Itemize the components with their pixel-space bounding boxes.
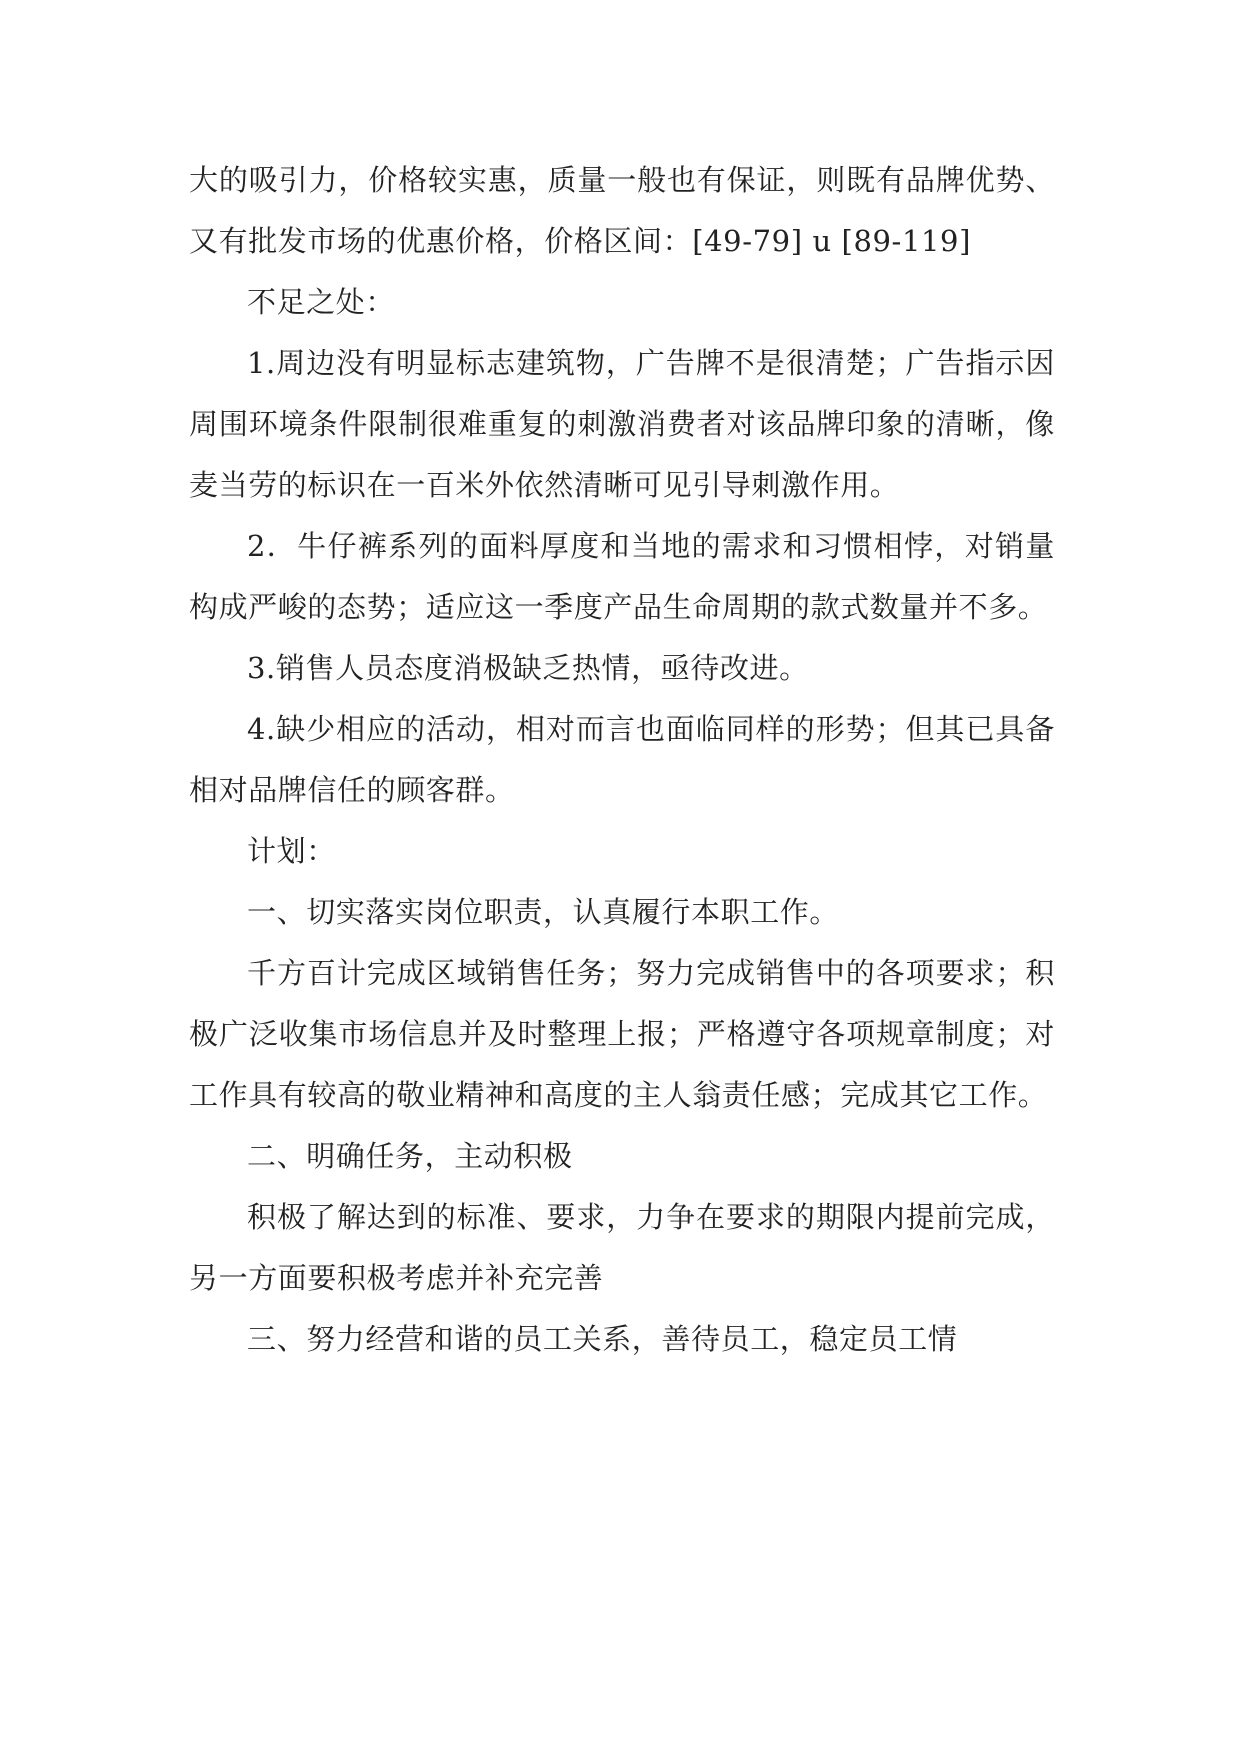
heading-shortcomings: 不足之处： <box>247 285 396 319</box>
paragraph-intro-continuation: 大的吸引力，价格较实惠，质量一般也有保证，则既有品牌优势、又有批发市场的优惠价格，价格区间：[49-79] u [89-119] <box>189 163 1055 258</box>
document-body <box>189 150 1055 1370</box>
paragraph-shortcoming-2: 2．牛仔裤系列的面料厚度和当地的需求和习惯相悖，对销量构成严峻的态势；适应这一季度产品生命周期的款式数量并不多。 <box>189 529 1055 624</box>
plan-item-3-heading: 三、努力经营和谐的员工关系，善待员工，稳定员工情 <box>247 1322 958 1356</box>
plan-item-2-heading: 二、明确任务，主动积极 <box>247 1139 573 1173</box>
plan-item-1-body: 千方百计完成区域销售任务；努力完成销售中的各项要求；积极广泛收集市场信息并及时整理上报；严格遵守各项规章制度；对工作具有较高的敬业精神和高度的主人翁责任感；完成其它工作。 <box>189 956 1055 1112</box>
plan-item-2-body: 积极了解达到的标准、要求，力争在要求的期限内提前完成，另一方面要积极考虑并补充完善 <box>189 1200 1055 1295</box>
heading-plan: 计划： <box>247 834 336 868</box>
paragraph-shortcoming-3: 3.销售人员态度消极缺乏热情，亟待改进。 <box>247 651 809 685</box>
paragraph-shortcoming-1: 1.周边没有明显标志建筑物，广告牌不是很清楚；广告指示因周围环境条件限制很难重复的刺激消费者对该品牌印象的清晰，像麦当劳的标识在一百米外依然清晰可见引导刺激作用。 <box>189 346 1055 502</box>
plan-item-1-heading: 一、切实落实岗位职责，认真履行本职工作。 <box>247 895 840 929</box>
paragraph-shortcoming-4: 4.缺少相应的活动，相对而言也面临同样的形势；但其已具备相对品牌信任的顾客群。 <box>189 712 1055 807</box>
